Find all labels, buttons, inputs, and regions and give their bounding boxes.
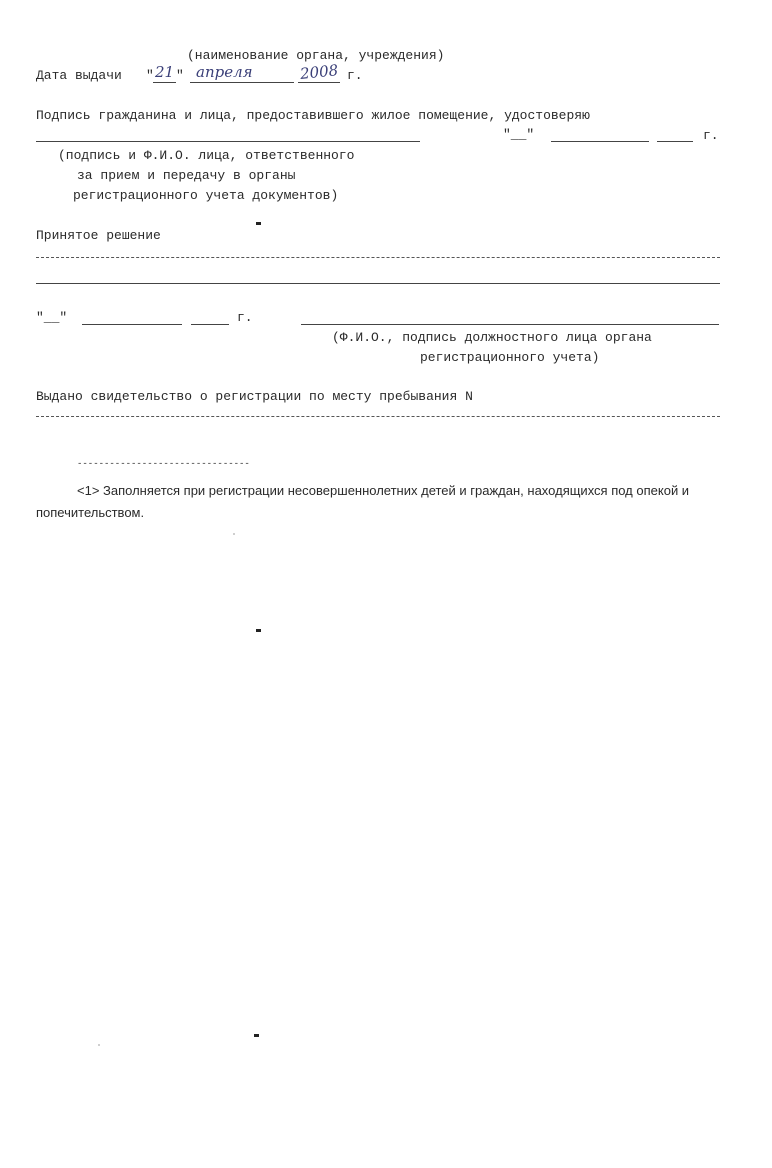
issue-date-month: апреля — [196, 63, 253, 81]
scan-speck — [256, 629, 261, 632]
scan-speck — [256, 222, 261, 225]
signature-caption-2: за прием и передачу в органы — [77, 168, 296, 183]
decision-line-2 — [36, 283, 720, 284]
footnote-separator: -------------------------------- — [77, 459, 250, 469]
official-caption-1: (Ф.И.О., подпись должностного лица органа — [332, 330, 652, 345]
issue-date-year-suffix: г. — [347, 68, 363, 83]
decision-date-placeholder: "__" — [36, 310, 68, 325]
scan-speck — [98, 1044, 100, 1046]
decision-date-year-line — [191, 324, 229, 325]
certificate-line — [36, 416, 720, 417]
issue-date-year-line — [298, 82, 340, 83]
issue-date-day: 21 — [155, 63, 175, 81]
footnote-line-2: попечительством. — [36, 505, 145, 520]
issue-date-day-line — [153, 82, 176, 83]
issue-date-year: 2008 — [299, 61, 340, 83]
signature-year-suffix: г. — [703, 128, 719, 143]
certificate-statement: Выдано свидетельство о регистрации по месту пребывания N — [36, 389, 473, 404]
issue-date-close-quote: " — [176, 68, 184, 83]
scan-speck — [233, 533, 235, 535]
signature-line — [36, 141, 420, 142]
issue-date-open-quote: " — [146, 68, 154, 83]
footnote-line-1: <1> Заполняется при регистрации несовершеннолетних детей и граждан, находящихся под опекой и — [77, 483, 690, 498]
signature-date-placeholder: "__" — [503, 127, 535, 142]
signature-statement: Подпись гражданина и лица, предоставившего жилое помещение, удостоверяю — [36, 108, 590, 123]
signature-caption-1: (подпись и Ф.И.О. лица, ответственного — [58, 148, 355, 163]
scan-speck — [254, 1034, 259, 1037]
decision-date-month-line — [82, 324, 182, 325]
signature-caption-3: регистрационного учета документов) — [73, 188, 339, 203]
issue-date-label: Дата выдачи — [36, 68, 122, 83]
official-signature-line — [301, 324, 719, 325]
signature-date-month-line — [551, 141, 649, 142]
official-caption-2: регистрационного учета) — [420, 350, 600, 365]
decision-line-1 — [36, 257, 720, 258]
decision-year-suffix: г. — [237, 310, 253, 325]
issue-date-month-line — [190, 82, 294, 83]
signature-date-year-line — [657, 141, 693, 142]
organ-caption: (наименование органа, учреждения) — [187, 48, 445, 63]
decision-label: Принятое решение — [36, 228, 161, 243]
